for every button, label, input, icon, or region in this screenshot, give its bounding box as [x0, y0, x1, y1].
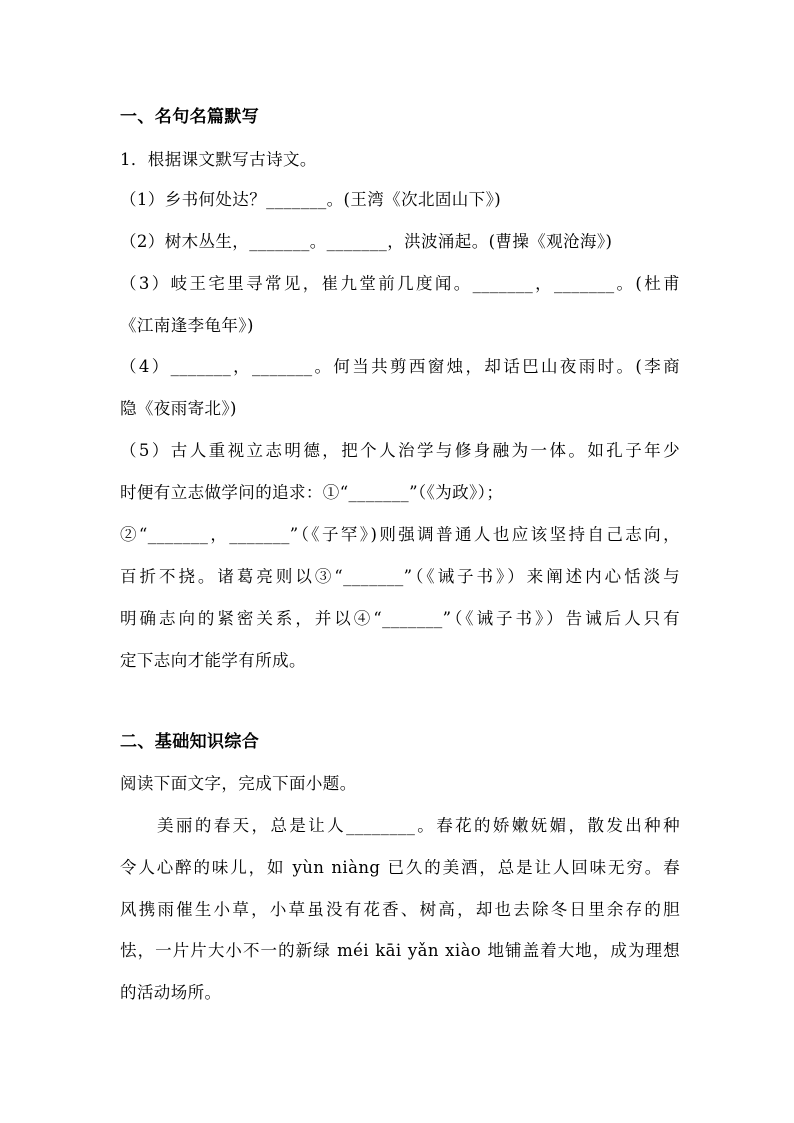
- question-item-3: （3）岐王宅里寻常见，崔九堂前几度闻。_______，_______。(杜甫: [120, 274, 680, 293]
- question-item-4-cont: 隐《夜雨寄北》): [120, 399, 237, 418]
- section-heading-2: 二、基础知识综合: [120, 732, 260, 752]
- reading-intro: 阅读下面文字，完成下面小题。: [120, 774, 357, 793]
- question-item-2: （2）树木丛生，_______。_______，洪波涌起。(曹操《观沧海》): [120, 232, 613, 251]
- passage-line-2: 令人心醉的味儿，如 yùn niàng 已久的美酒，总是让人回味无穷。春: [120, 858, 680, 877]
- passage-line-3: 风携雨催生小草，小草虽没有花香、树高，却也去除冬日里余存的胆: [120, 900, 680, 919]
- question-title: 1．根据课文默写古诗文。: [120, 150, 317, 169]
- question-item-5-line-5: 明确志向的紧密关系，并以④“_______”（《诫子书》）告诫后人只有: [120, 609, 680, 628]
- question-item-5-line-4: 百折不挠。诸葛亮则以③“_______”（《诫子书》）来阐述内心恬淡与: [120, 567, 680, 586]
- passage-line-4: 怯，一片片大小不一的新绿 méi kāi yǎn xiào 地铺盖着大地，成为理想: [120, 941, 680, 960]
- question-item-5-line-3: ②“_______，_______”（《子罕》)则强调普通人也应该坚持自己志向，: [120, 525, 680, 544]
- passage-line-5: 的活动场所。: [120, 983, 222, 1002]
- question-item-1: （1）乡书何处达？_______。(王湾《次北固山下》): [120, 190, 502, 209]
- question-item-5-line-6: 定下志向才能学有所成。: [120, 651, 306, 670]
- question-item-4: （4）_______，_______。何当共剪西窗烛，却话巴山夜雨时。(李商: [120, 357, 680, 376]
- passage-line-1: 美丽的春天，总是让人________。春花的娇嫩妩媚，散发出种种: [157, 816, 680, 835]
- section-heading-1: 一、名句名篇默写: [120, 107, 260, 127]
- question-item-3-cont: 《江南逢李龟年》): [120, 316, 254, 335]
- question-item-5: （5）古人重视立志明德，把个人治学与修身融为一体。如孔子年少: [120, 441, 680, 460]
- question-item-5-line-2: 时便有立志做学问的追求：①“_______”（《为政》）；: [120, 483, 504, 502]
